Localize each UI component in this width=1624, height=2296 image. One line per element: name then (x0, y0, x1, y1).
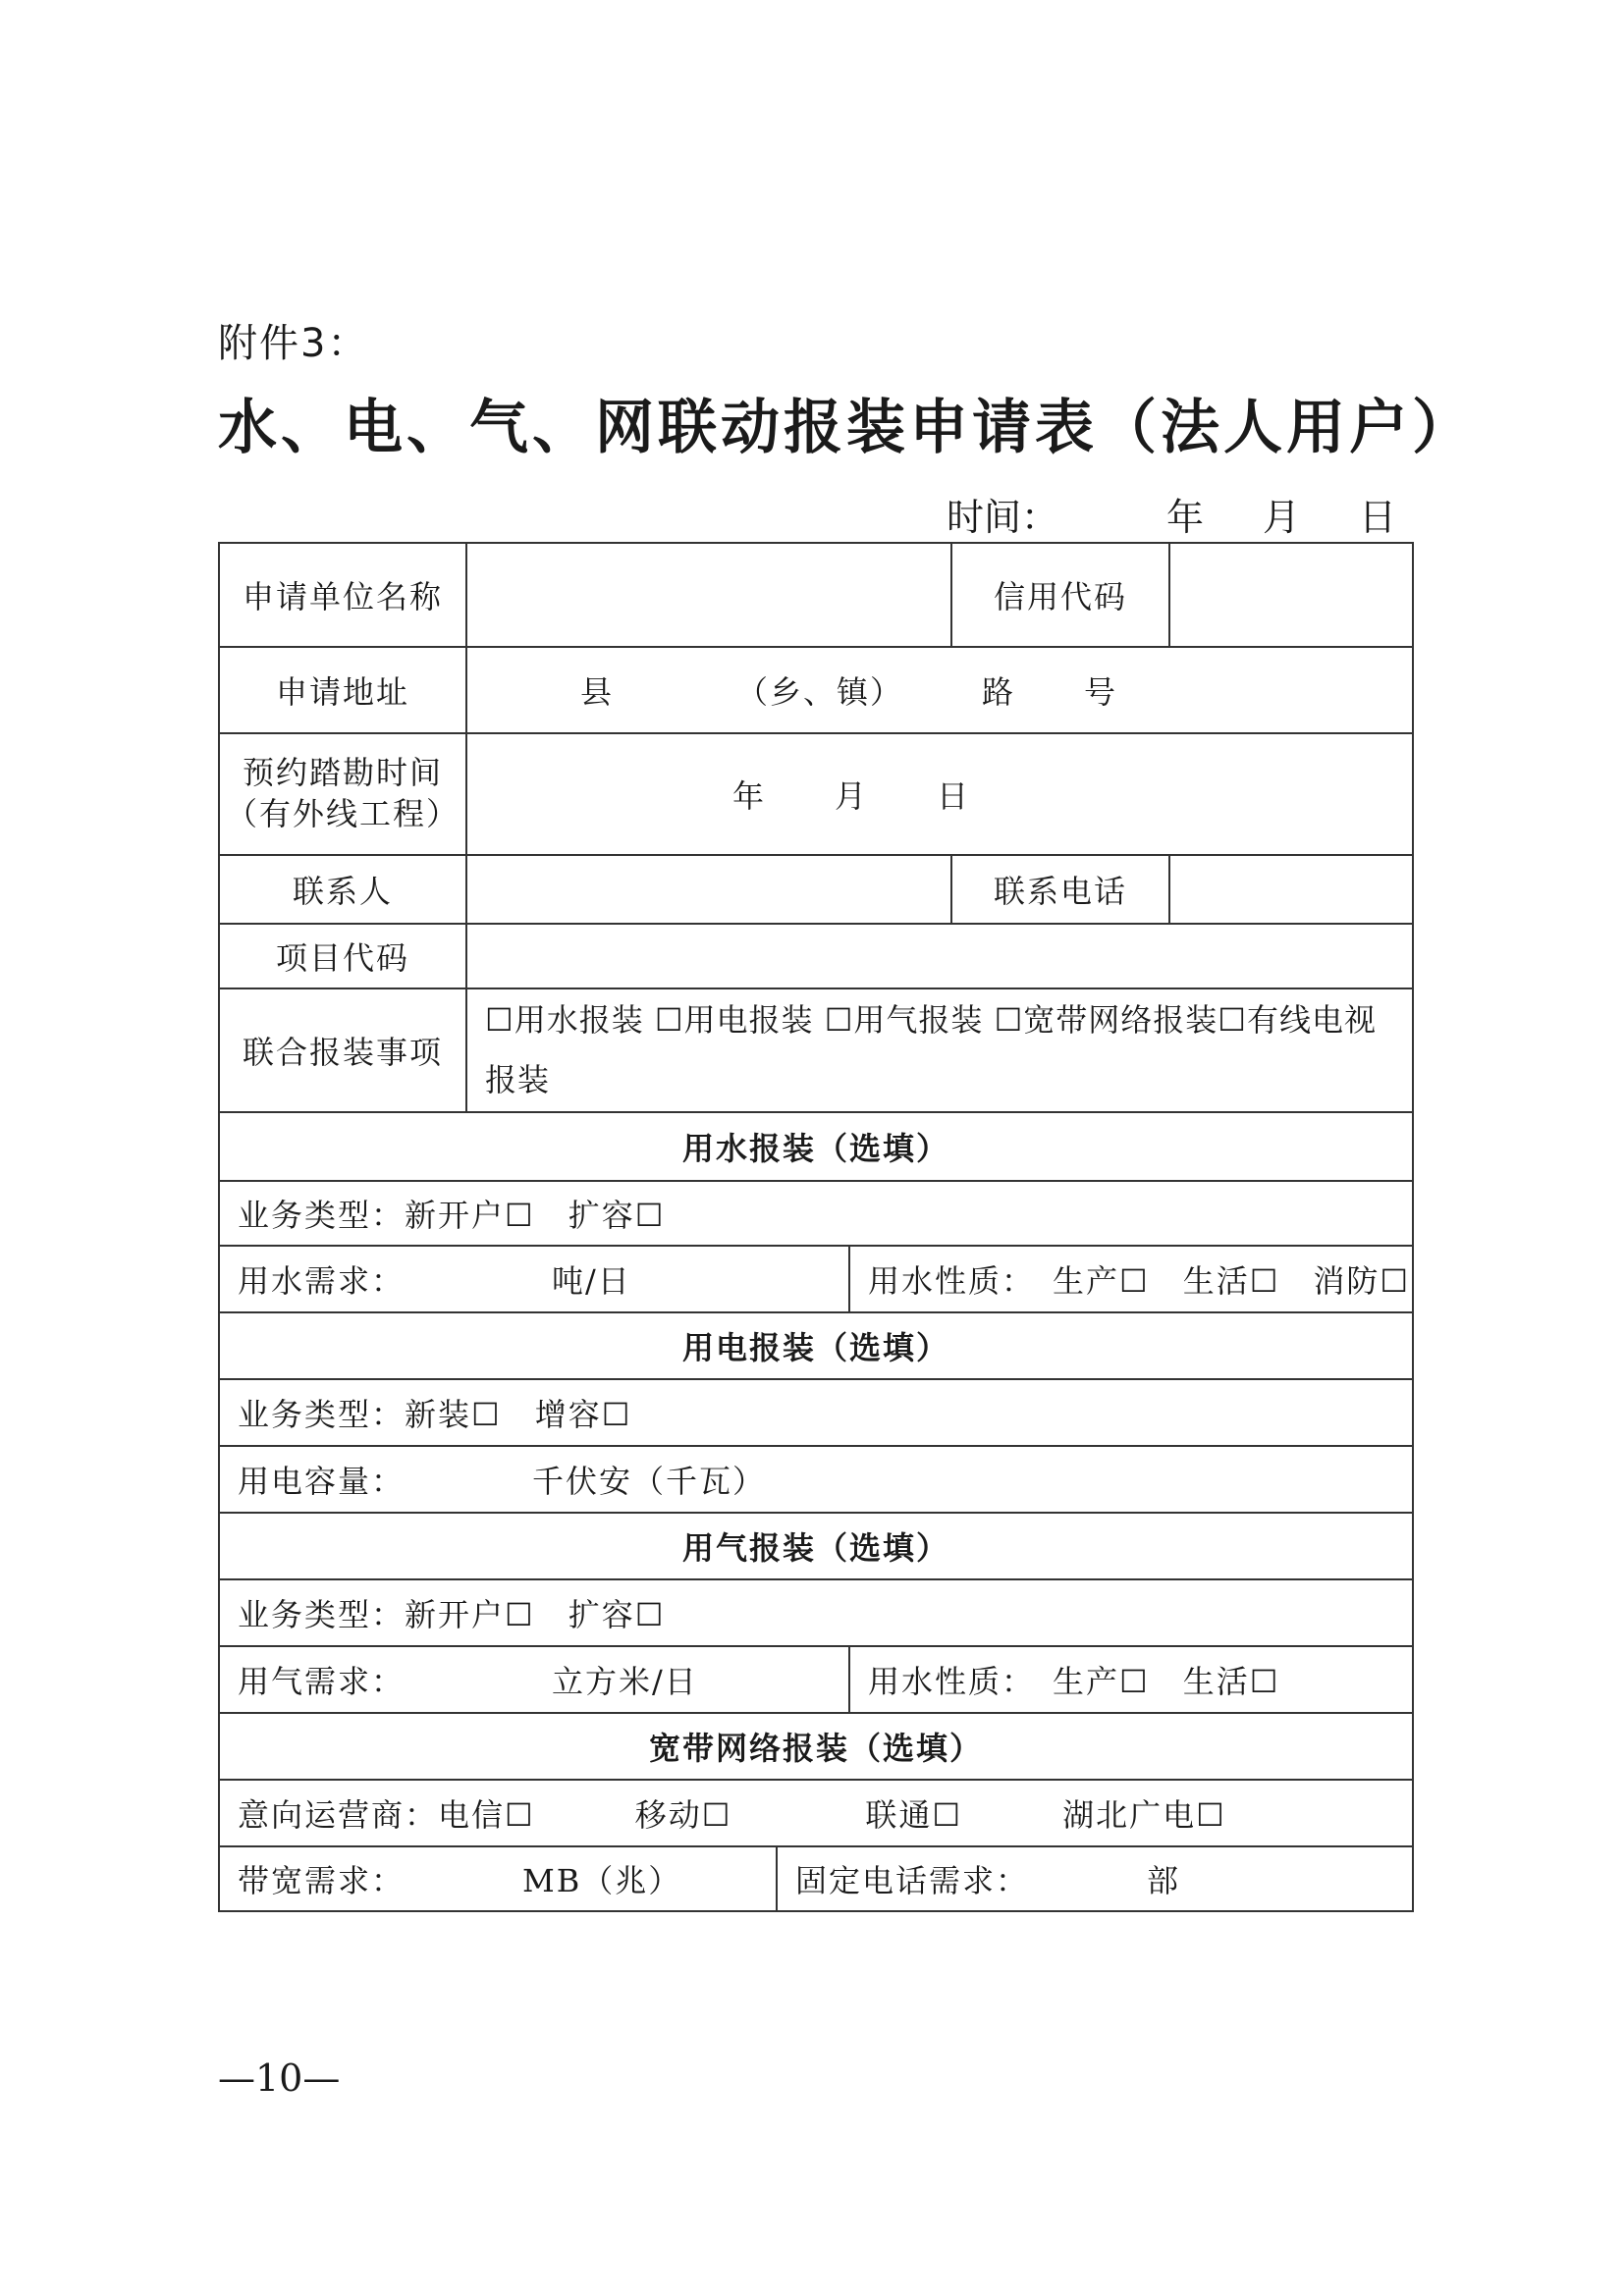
joint-items-field[interactable] (465, 989, 1412, 1111)
fixed-phone-label: 固定电话需求： (795, 1862, 1030, 1899)
contact-label: 联系人 (292, 873, 393, 910)
table-row (220, 923, 1412, 988)
credit-code-field[interactable] (1168, 544, 1412, 646)
gas-demand-field[interactable] (220, 1647, 848, 1712)
water-demand-field[interactable] (220, 1247, 848, 1311)
joint-items-line1: ☐用水报装 ☐用电报装 ☐用气报装 ☐宽带网络报装☐有线电视 (485, 1001, 1377, 1040)
address-county: 县 (580, 673, 615, 711)
broadband-operators[interactable]: 意向运营商：电信☐ 移动☐ 联通☐ 湖北广电☐ (238, 1796, 1226, 1834)
table-row (220, 988, 1412, 1111)
gas-section-title: 用气报装（选填） (681, 1529, 949, 1567)
water-demand-label: 用水需求： (238, 1262, 406, 1300)
section-header-row (220, 1311, 1412, 1378)
gas-nature-field[interactable]: 用水性质： 生产☐ 生活☐ (848, 1647, 1412, 1712)
water-demand-unit: 吨/日 (552, 1262, 631, 1300)
electricity-section-title: 用电报装（选填） (681, 1329, 949, 1366)
bandwidth-label: 带宽需求： (238, 1862, 406, 1899)
attachment-label: 附件3： (218, 321, 369, 366)
project-code-label: 项目代码 (275, 939, 409, 977)
section-header-row (220, 1111, 1412, 1180)
table-row (220, 646, 1412, 732)
survey-month: 月 (834, 777, 868, 815)
section-header-row (220, 1512, 1412, 1578)
applicant-name-field[interactable] (465, 544, 950, 646)
table-row (220, 1645, 1412, 1712)
survey-time-label (220, 734, 465, 854)
electricity-capacity-unit: 千伏安（千瓦） (532, 1463, 767, 1500)
date-label: 时间： (947, 496, 1059, 539)
date-day: 日 (1359, 496, 1397, 539)
gas-demand-label: 用气需求： (238, 1663, 406, 1700)
electricity-business-type[interactable]: 业务类型：新装☐ 增容☐ (238, 1396, 632, 1433)
page-number: —10— (218, 2056, 341, 2100)
gas-demand-unit: 立方米/日 (552, 1663, 698, 1700)
survey-day: 日 (937, 777, 971, 815)
bandwidth-unit: MB（兆） (522, 1862, 682, 1899)
broadband-section-title: 宽带网络报装（选填） (648, 1730, 983, 1767)
table-row (220, 1180, 1412, 1245)
gas-business-type[interactable]: 业务类型：新开户☐ 扩容☐ (238, 1596, 666, 1633)
joint-items-label: 联合报装事项 (242, 1034, 443, 1071)
address-road: 路 (982, 673, 1016, 711)
fixed-phone-field[interactable] (776, 1847, 1412, 1910)
table-row (220, 854, 1412, 923)
applicant-name-label: 申请单位名称 (242, 578, 443, 615)
survey-time-label-line2: （有外线工程） (225, 795, 460, 832)
bandwidth-field[interactable] (220, 1847, 776, 1910)
electricity-capacity-field[interactable] (220, 1447, 1412, 1512)
contact-field[interactable] (465, 856, 950, 923)
table-row (220, 1578, 1412, 1645)
water-business-type[interactable]: 业务类型：新开户☐ 扩容☐ (238, 1197, 666, 1234)
table-row (220, 1845, 1412, 1910)
date-year: 年 (1166, 496, 1205, 539)
phone-label: 联系电话 (950, 856, 1168, 923)
section-header-row (220, 1712, 1412, 1779)
electricity-capacity-label: 用电容量： (238, 1463, 406, 1500)
fixed-phone-unit: 部 (1147, 1862, 1181, 1899)
date-month: 月 (1263, 496, 1301, 539)
survey-time-field[interactable] (465, 734, 1412, 854)
date-line (947, 487, 1396, 541)
table-row (220, 544, 1412, 646)
table-row (220, 1378, 1412, 1445)
table-row (220, 1779, 1412, 1845)
project-code-field[interactable] (465, 925, 1412, 988)
water-nature-field[interactable]: 用水性质： 生产☐ 生活☐ 消防☐ (848, 1247, 1412, 1311)
address-field[interactable] (465, 648, 1412, 732)
water-section-title: 用水报装（选填） (681, 1130, 949, 1167)
survey-time-label-line1: 预约踏勘时间 (242, 754, 443, 792)
survey-year: 年 (731, 777, 766, 815)
application-form-table (218, 542, 1414, 1912)
phone-field[interactable] (1168, 856, 1412, 923)
credit-code-label: 信用代码 (950, 544, 1168, 646)
address-township: （乡、镇） (736, 673, 904, 711)
form-title: 水、电、气、网联动报装申请表（法人用户） (218, 394, 1475, 462)
address-label: 申请地址 (275, 673, 409, 711)
joint-items-line2: 报装 (485, 1061, 551, 1098)
address-number: 号 (1084, 673, 1118, 711)
table-row (220, 1245, 1412, 1311)
table-row (220, 732, 1412, 854)
table-row (220, 1445, 1412, 1512)
